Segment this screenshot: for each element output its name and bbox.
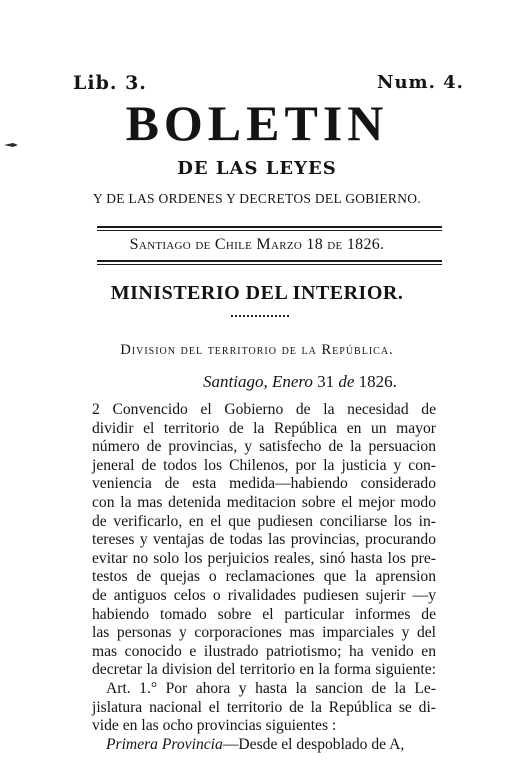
body-line: las personas y corporaciones mas imparciales y del xyxy=(92,624,436,642)
issue-number: Num. 4. xyxy=(377,72,464,93)
article-body xyxy=(92,401,436,754)
place-date xyxy=(203,372,397,392)
body-line: 2 Convencido el Gobierno de la necesidad de xyxy=(92,401,436,418)
place-city: Santiago, Enero xyxy=(203,372,313,391)
body-line: decretar la division del territorio en la forma siguiente: xyxy=(92,661,436,679)
body-line: de verificarlo, en el que pudiesen conciliarse los in- xyxy=(92,512,436,530)
ornament-divider xyxy=(231,315,289,317)
body-line: jislatura nacional el territorio de la República se di- xyxy=(92,698,436,716)
place-year: 1826. xyxy=(358,372,397,391)
top-thin-rule xyxy=(97,230,442,231)
place-day: 31 xyxy=(317,372,335,391)
article-heading: Division del territorio de la República. xyxy=(120,342,394,358)
body-line-final xyxy=(92,736,436,755)
body-line: mas conocido e ilustrado patriotismo; ha venido en xyxy=(92,642,436,660)
dateline: Santiago de Chile Marzo 18 de 1826. xyxy=(129,236,385,253)
bottom-double-rule xyxy=(97,260,442,262)
masthead-subtitle: DE LAS LEYES xyxy=(177,158,337,179)
province-label: Primera Provincia xyxy=(106,735,223,753)
body-line: con la mas detenida meditacion sobre el mejor modo xyxy=(92,493,436,511)
body-line: de antiguos celos o rivalidades pudiesen sujerir —y xyxy=(92,586,436,604)
body-line: Art. 1.° Por ahora y hasta la sancion de la Le- xyxy=(106,679,436,697)
body-line: vide en las ocho provincias siguientes : xyxy=(92,717,337,735)
body-line: número de provincias, y satisfecho de la persuacion xyxy=(92,438,436,456)
body-line: jeneral de todos los Chilenos, por la justicia y con- xyxy=(92,456,436,474)
top-double-rule xyxy=(97,226,442,228)
ministry-heading: MINISTERIO DEL INTERIOR. xyxy=(110,282,404,304)
masthead-subtitle-2: Y DE LAS ORDENES Y DECRETOS DEL GOBIERNO. xyxy=(92,191,422,206)
bottom-thin-rule xyxy=(97,264,442,265)
body-line: veniencia de esta medida—habiendo considerado xyxy=(92,475,436,493)
masthead-title: BOLETIN xyxy=(125,95,389,151)
place-de: de xyxy=(338,372,355,391)
body-line: testos de quejas o reclamaciones que la aprension xyxy=(92,568,436,586)
ink-mark-icon xyxy=(4,142,18,148)
province-text: —Desde el despoblado de A, xyxy=(222,735,405,753)
body-line: dividir el territorio de la República en un mayor xyxy=(92,419,436,437)
body-line: evitar no solo los perjuicios reales, sinó hasta los pre- xyxy=(92,549,436,567)
body-line: tereses y ventajas de todas las provincias, procurando xyxy=(92,531,436,549)
volume-label: Lib. 3. xyxy=(73,72,147,94)
body-line: habiendo tomado sobre el particular informes de xyxy=(92,605,436,623)
